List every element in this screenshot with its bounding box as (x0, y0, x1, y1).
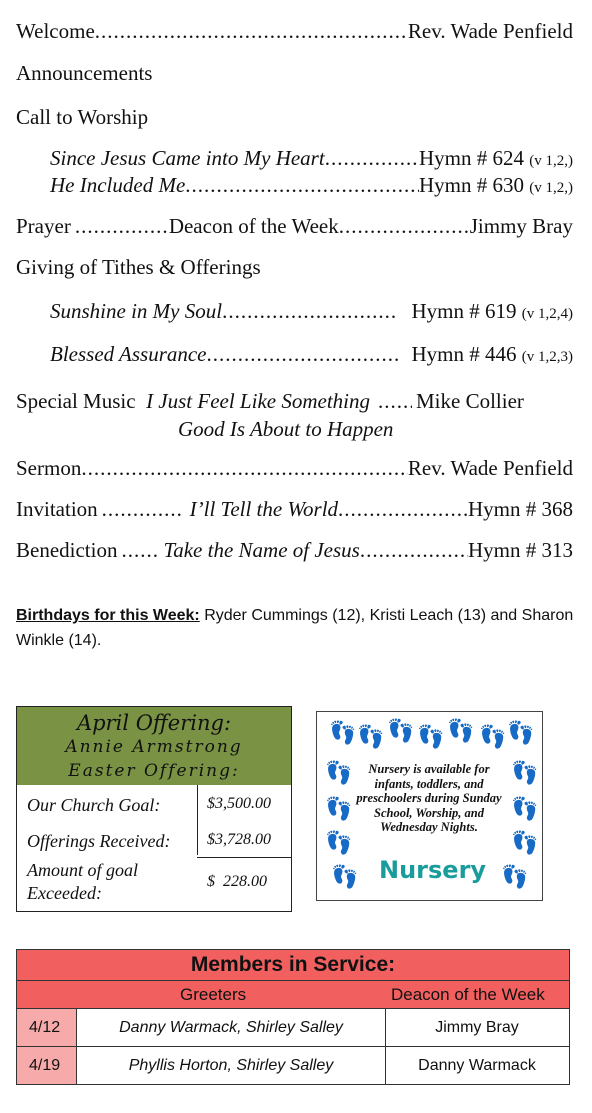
row-date: 4/12 (17, 1009, 77, 1046)
footprint-icon: 👣 (331, 864, 359, 889)
members-table (16, 949, 570, 1085)
row-greeters: Phyllis Horton, Shirley Salley (77, 1047, 386, 1084)
invitation-label: Invitation (16, 497, 98, 521)
benediction-hymn-title: Take the Name of Jesus (163, 538, 360, 562)
sermon-label: Sermon (16, 456, 82, 480)
program-hymn-624 (50, 146, 573, 171)
leader-dots (121, 538, 157, 563)
offering-subtitle: Easter Offering: (68, 761, 240, 781)
hymn-title: Blessed Assurance (50, 342, 207, 366)
offering-exceeded-label-line1: Amount of goal (27, 860, 138, 880)
leader-dots (222, 299, 397, 324)
hymn-number: Hymn # 630 (419, 173, 524, 197)
row-deacon: Jimmy Bray (435, 1019, 519, 1036)
footprint-icon: 👣 (329, 720, 357, 745)
col-greeters: Greeters (180, 985, 247, 1004)
program-invitation (16, 497, 573, 522)
footprint-icon: 👣 (507, 720, 535, 745)
hymn-title: Sunshine in My Soul (50, 299, 223, 323)
program-call-to-worship: Call to Worship (16, 105, 149, 129)
row-divider (197, 857, 291, 858)
hymn-title: He Included Me (50, 173, 186, 197)
special-music-performer: Mike Collier (416, 389, 524, 413)
special-music-title-cont: Good Is About to Happen (178, 417, 394, 441)
program-sermon (16, 456, 573, 481)
leader-dots (378, 389, 412, 414)
offering-goal-label: Our Church Goal: (27, 795, 161, 815)
invitation-hymn-number: Hymn # 368 (468, 497, 573, 521)
leader-dots (102, 497, 184, 522)
hymn-number: Hymn # 624 (419, 146, 524, 170)
offering-box (16, 706, 292, 912)
leader-dots (360, 538, 468, 563)
table-row (17, 1047, 569, 1084)
leader-dots (207, 342, 398, 367)
program-hymn-630 (50, 173, 573, 198)
prayer-role: Deacon of the Week (168, 214, 339, 238)
row-deacon: Danny Warmack (418, 1057, 536, 1074)
offering-exceeded-value: $ 228.00 (207, 873, 267, 890)
prayer-person: Jimmy Bray (469, 214, 573, 238)
row-greeters: Danny Warmack, Shirley Salley (77, 1009, 386, 1046)
program-prayer (16, 214, 573, 239)
leader-dots (338, 497, 468, 522)
footprint-icon: 👣 (511, 760, 539, 785)
hymn-verses: (v 1,2,) (529, 180, 573, 196)
special-music-label: Special Music (16, 389, 136, 413)
program-hymn-619 (50, 299, 573, 324)
offering-received-label: Offerings Received: (27, 831, 171, 851)
offering-title: April Offering: (76, 711, 232, 735)
offering-exceeded-label-line2: Exceeded: (27, 883, 102, 903)
table-row (17, 1009, 569, 1047)
nursery-title: Nursery (379, 856, 487, 884)
benediction-hymn-number: Hymn # 313 (468, 538, 573, 562)
program-welcome (16, 19, 573, 44)
footprint-icon: 👣 (511, 796, 539, 821)
birthdays-label: Birthdays for this Week: (16, 607, 200, 624)
offering-subtitle: Annie Armstrong (65, 737, 243, 757)
footprint-icon: 👣 (357, 724, 385, 749)
footprint-icon: 👣 (325, 796, 353, 821)
birthdays-text: Ryder Cummings (12), Kristi Leach (13) and Sharon Winkle (14). (16, 607, 574, 649)
footprint-icon: 👣 (325, 830, 353, 855)
program-special-music (16, 389, 573, 414)
footprint-icon: 👣 (501, 864, 529, 889)
offering-received-value: $3,728.00 (207, 831, 271, 848)
footprint-icon: 👣 (325, 760, 353, 785)
footprint-icon: 👣 (447, 718, 475, 743)
program-hymn-446 (50, 342, 573, 367)
welcome-leader: Rev. Wade Penfield (407, 19, 573, 43)
row-date: 4/19 (17, 1047, 77, 1084)
leader-dots (75, 214, 169, 239)
program-giving: Giving of Tithes & Offerings (16, 255, 261, 279)
leader-dots (325, 146, 419, 171)
hymn-title: Since Jesus Came into My Heart (50, 146, 325, 170)
leader-dots (95, 19, 408, 44)
column-divider (197, 785, 198, 855)
nursery-card (316, 711, 543, 901)
leader-dots (81, 456, 408, 481)
footprint-icon: 👣 (479, 724, 507, 749)
benediction-label: Benediction (16, 538, 118, 562)
footprint-icon: 👣 (511, 830, 539, 855)
offering-goal-value: $3,500.00 (207, 795, 271, 812)
hymn-verses: (v 1,2,) (529, 153, 573, 169)
offering-exceeded-label (27, 859, 138, 905)
hymn-number: Hymn # 446 (411, 342, 517, 366)
welcome-label: Welcome (16, 19, 95, 43)
members-header-row (17, 981, 569, 1009)
hymn-verses: (v 1,2,4) (521, 306, 573, 322)
sermon-preacher: Rev. Wade Penfield (407, 456, 573, 480)
leader-dots (339, 214, 470, 239)
hymn-number: Hymn # 619 (411, 299, 517, 323)
special-music-title: I Just Feel Like Something (146, 389, 370, 413)
prayer-label: Prayer (16, 214, 71, 238)
program-announcements: Announcements (16, 61, 153, 85)
offering-header (17, 707, 291, 785)
invitation-hymn-title: I’ll Tell the World (189, 497, 339, 521)
footprint-icon: 👣 (417, 724, 445, 749)
hymn-verses: (v 1,2,3) (521, 349, 573, 365)
program-benediction (16, 538, 573, 563)
col-deacon: Deacon of the Week (391, 985, 545, 1004)
birthdays-notice (16, 603, 576, 653)
footprint-icon: 👣 (387, 718, 415, 743)
members-title: Members in Service: (17, 950, 569, 981)
nursery-notice: Nursery is available for infants, toddlers, and preschoolers during Sunday School, Worship, and Wednesday Nights. (356, 762, 502, 834)
leader-dots (185, 173, 419, 198)
